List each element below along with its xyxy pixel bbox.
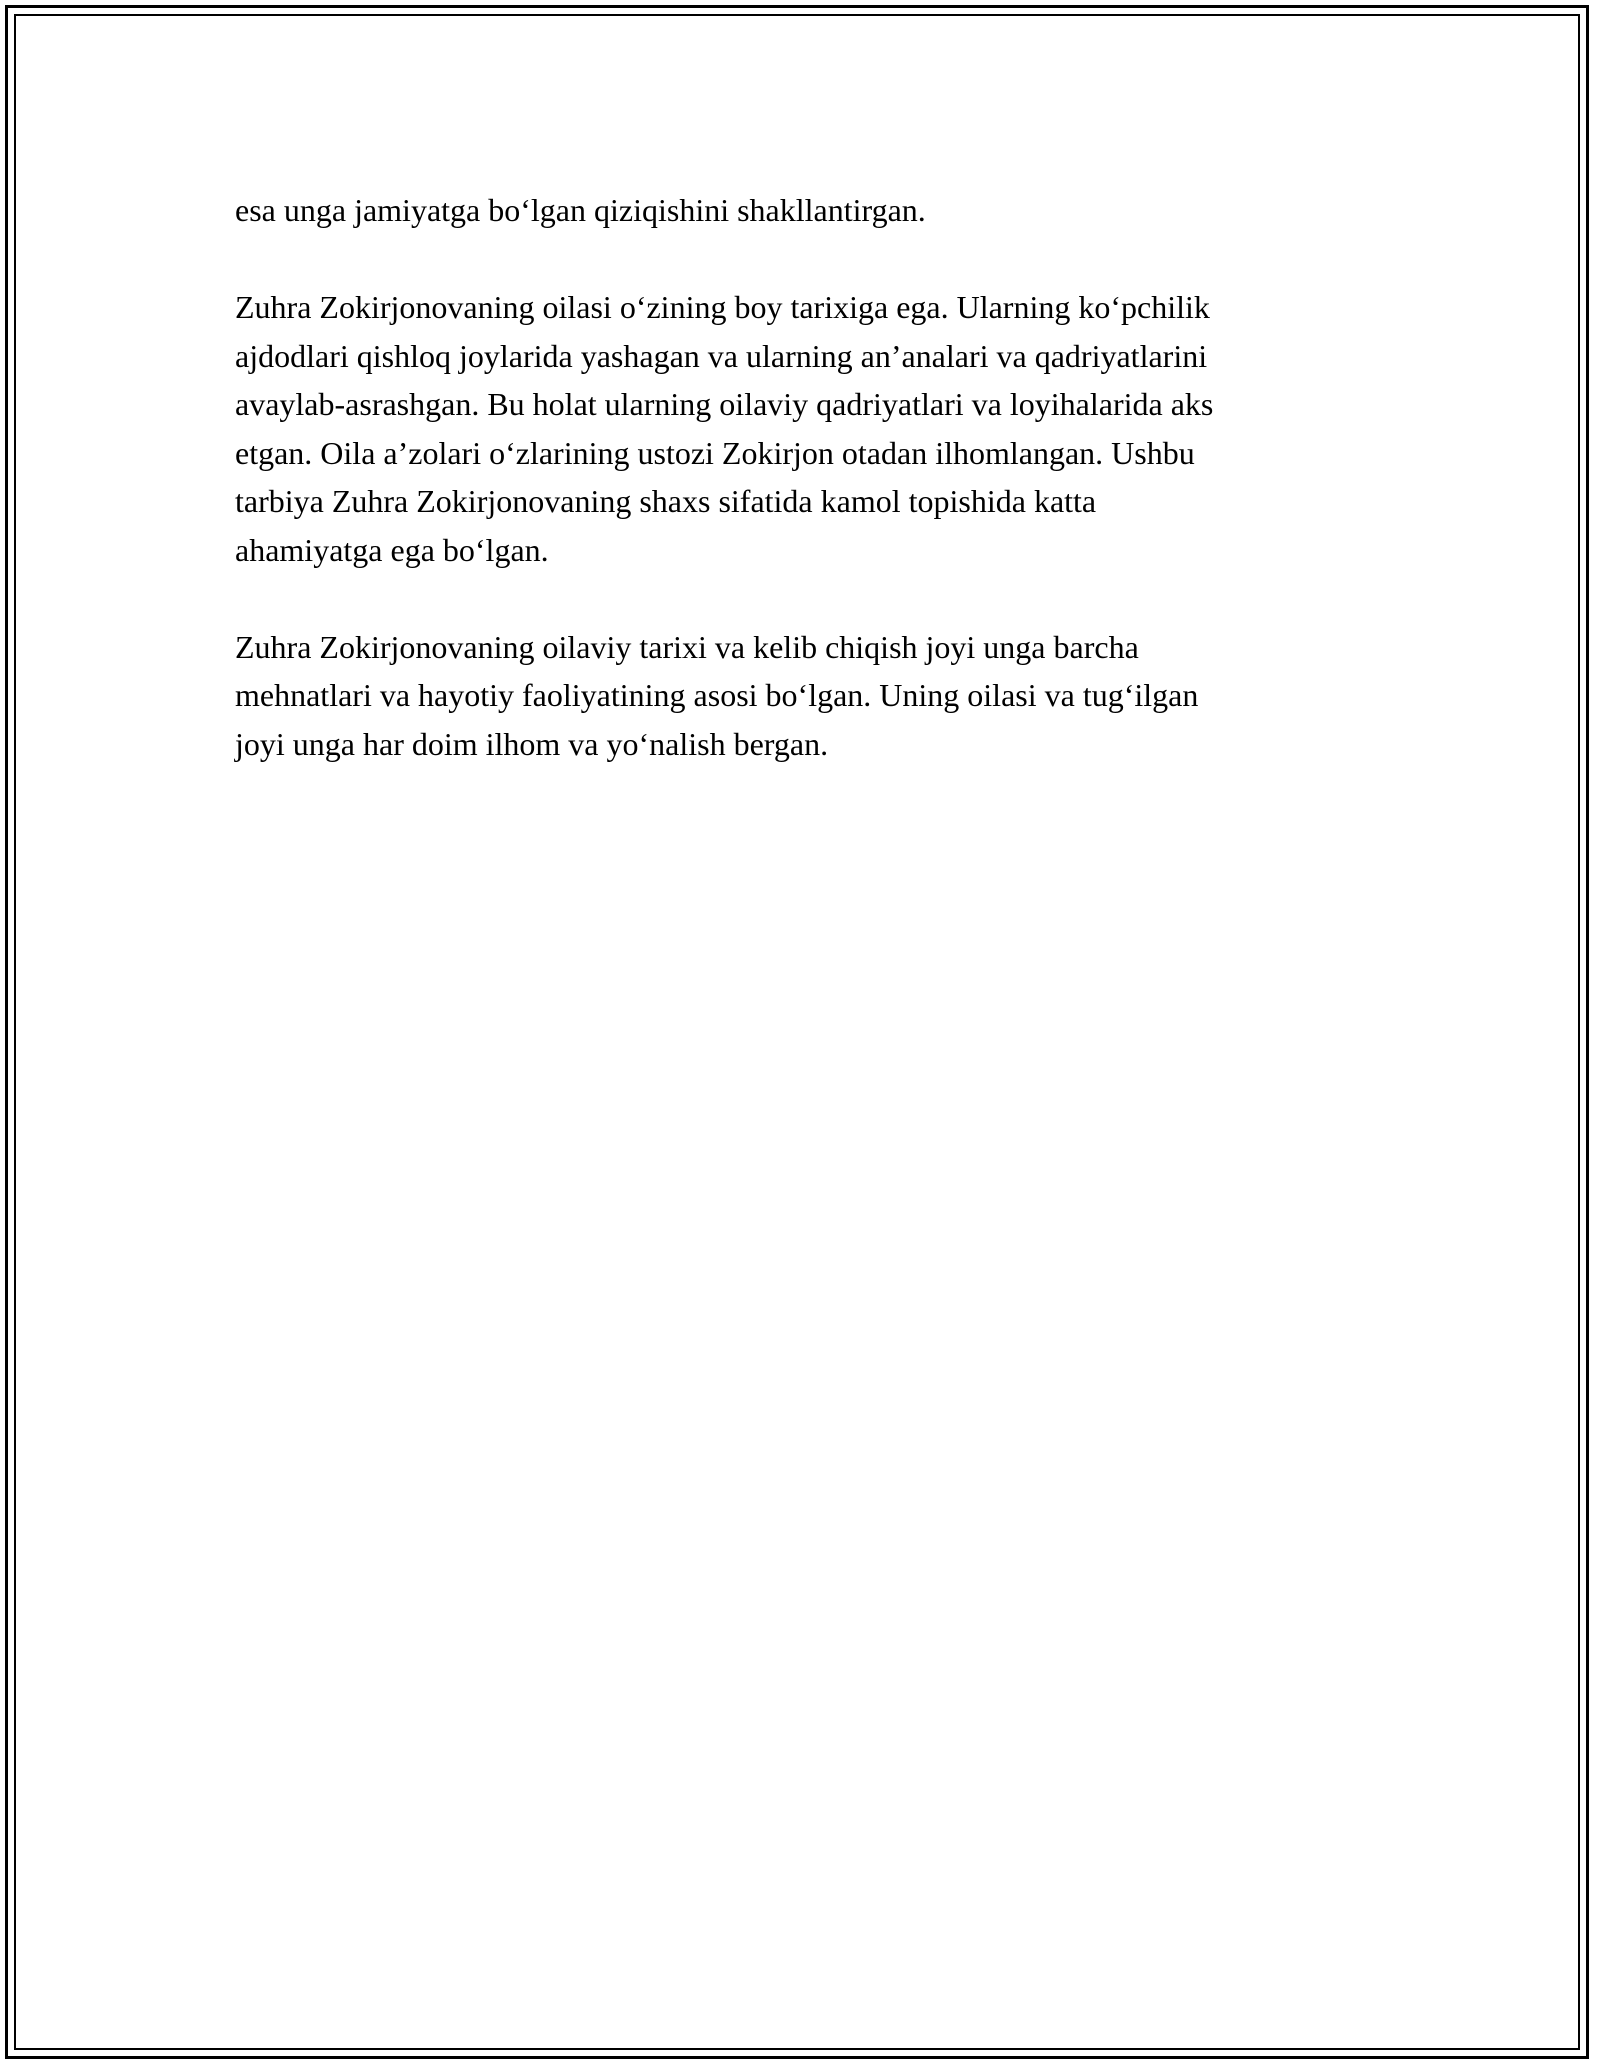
text-line: ahamiyatga ega bo‘lgan. <box>235 531 549 568</box>
paragraph-3 <box>235 623 1385 769</box>
text-line: Zuhra Zokirjonovaning oilasi o‘zining boy tarixiga ega. Ularning ko‘pchilik <box>235 289 1210 325</box>
document-body <box>235 186 1385 768</box>
text-line: etgan. Oila a’zolari o‘zlarining ustozi Zokirjon otadan ilhomlangan. Ushbu <box>235 434 1195 471</box>
text-line: esa unga jamiyatga bo‘lgan qiziqishini shakllantirgan. <box>235 192 926 228</box>
text-line: mehnatlari va hayotiy faoliyatining asosi bo‘lgan. Uning oilasi va tug‘ilgan <box>235 677 1199 713</box>
paragraph-2 <box>235 283 1385 574</box>
paragraph-1 <box>235 186 1385 235</box>
text-line: tarbiya Zuhra Zokirjonovaning shaxs sifatida kamol topishida katta <box>235 483 1097 519</box>
text-line: avaylab-asrashgan. Bu holat ularning oilaviy qadriyatlari va loyihalarida aks <box>235 386 1214 422</box>
text-line: ajdodlari qishloq joylarida yashagan va ularning an’analari va qadriyatlarini <box>235 337 1208 374</box>
text-line: Zuhra Zokirjonovaning oilaviy tarixi va kelib chiqish joyi unga barcha <box>235 628 1139 665</box>
text-line: joyi unga har doim ilhom va yo‘nalish bergan. <box>235 725 829 762</box>
